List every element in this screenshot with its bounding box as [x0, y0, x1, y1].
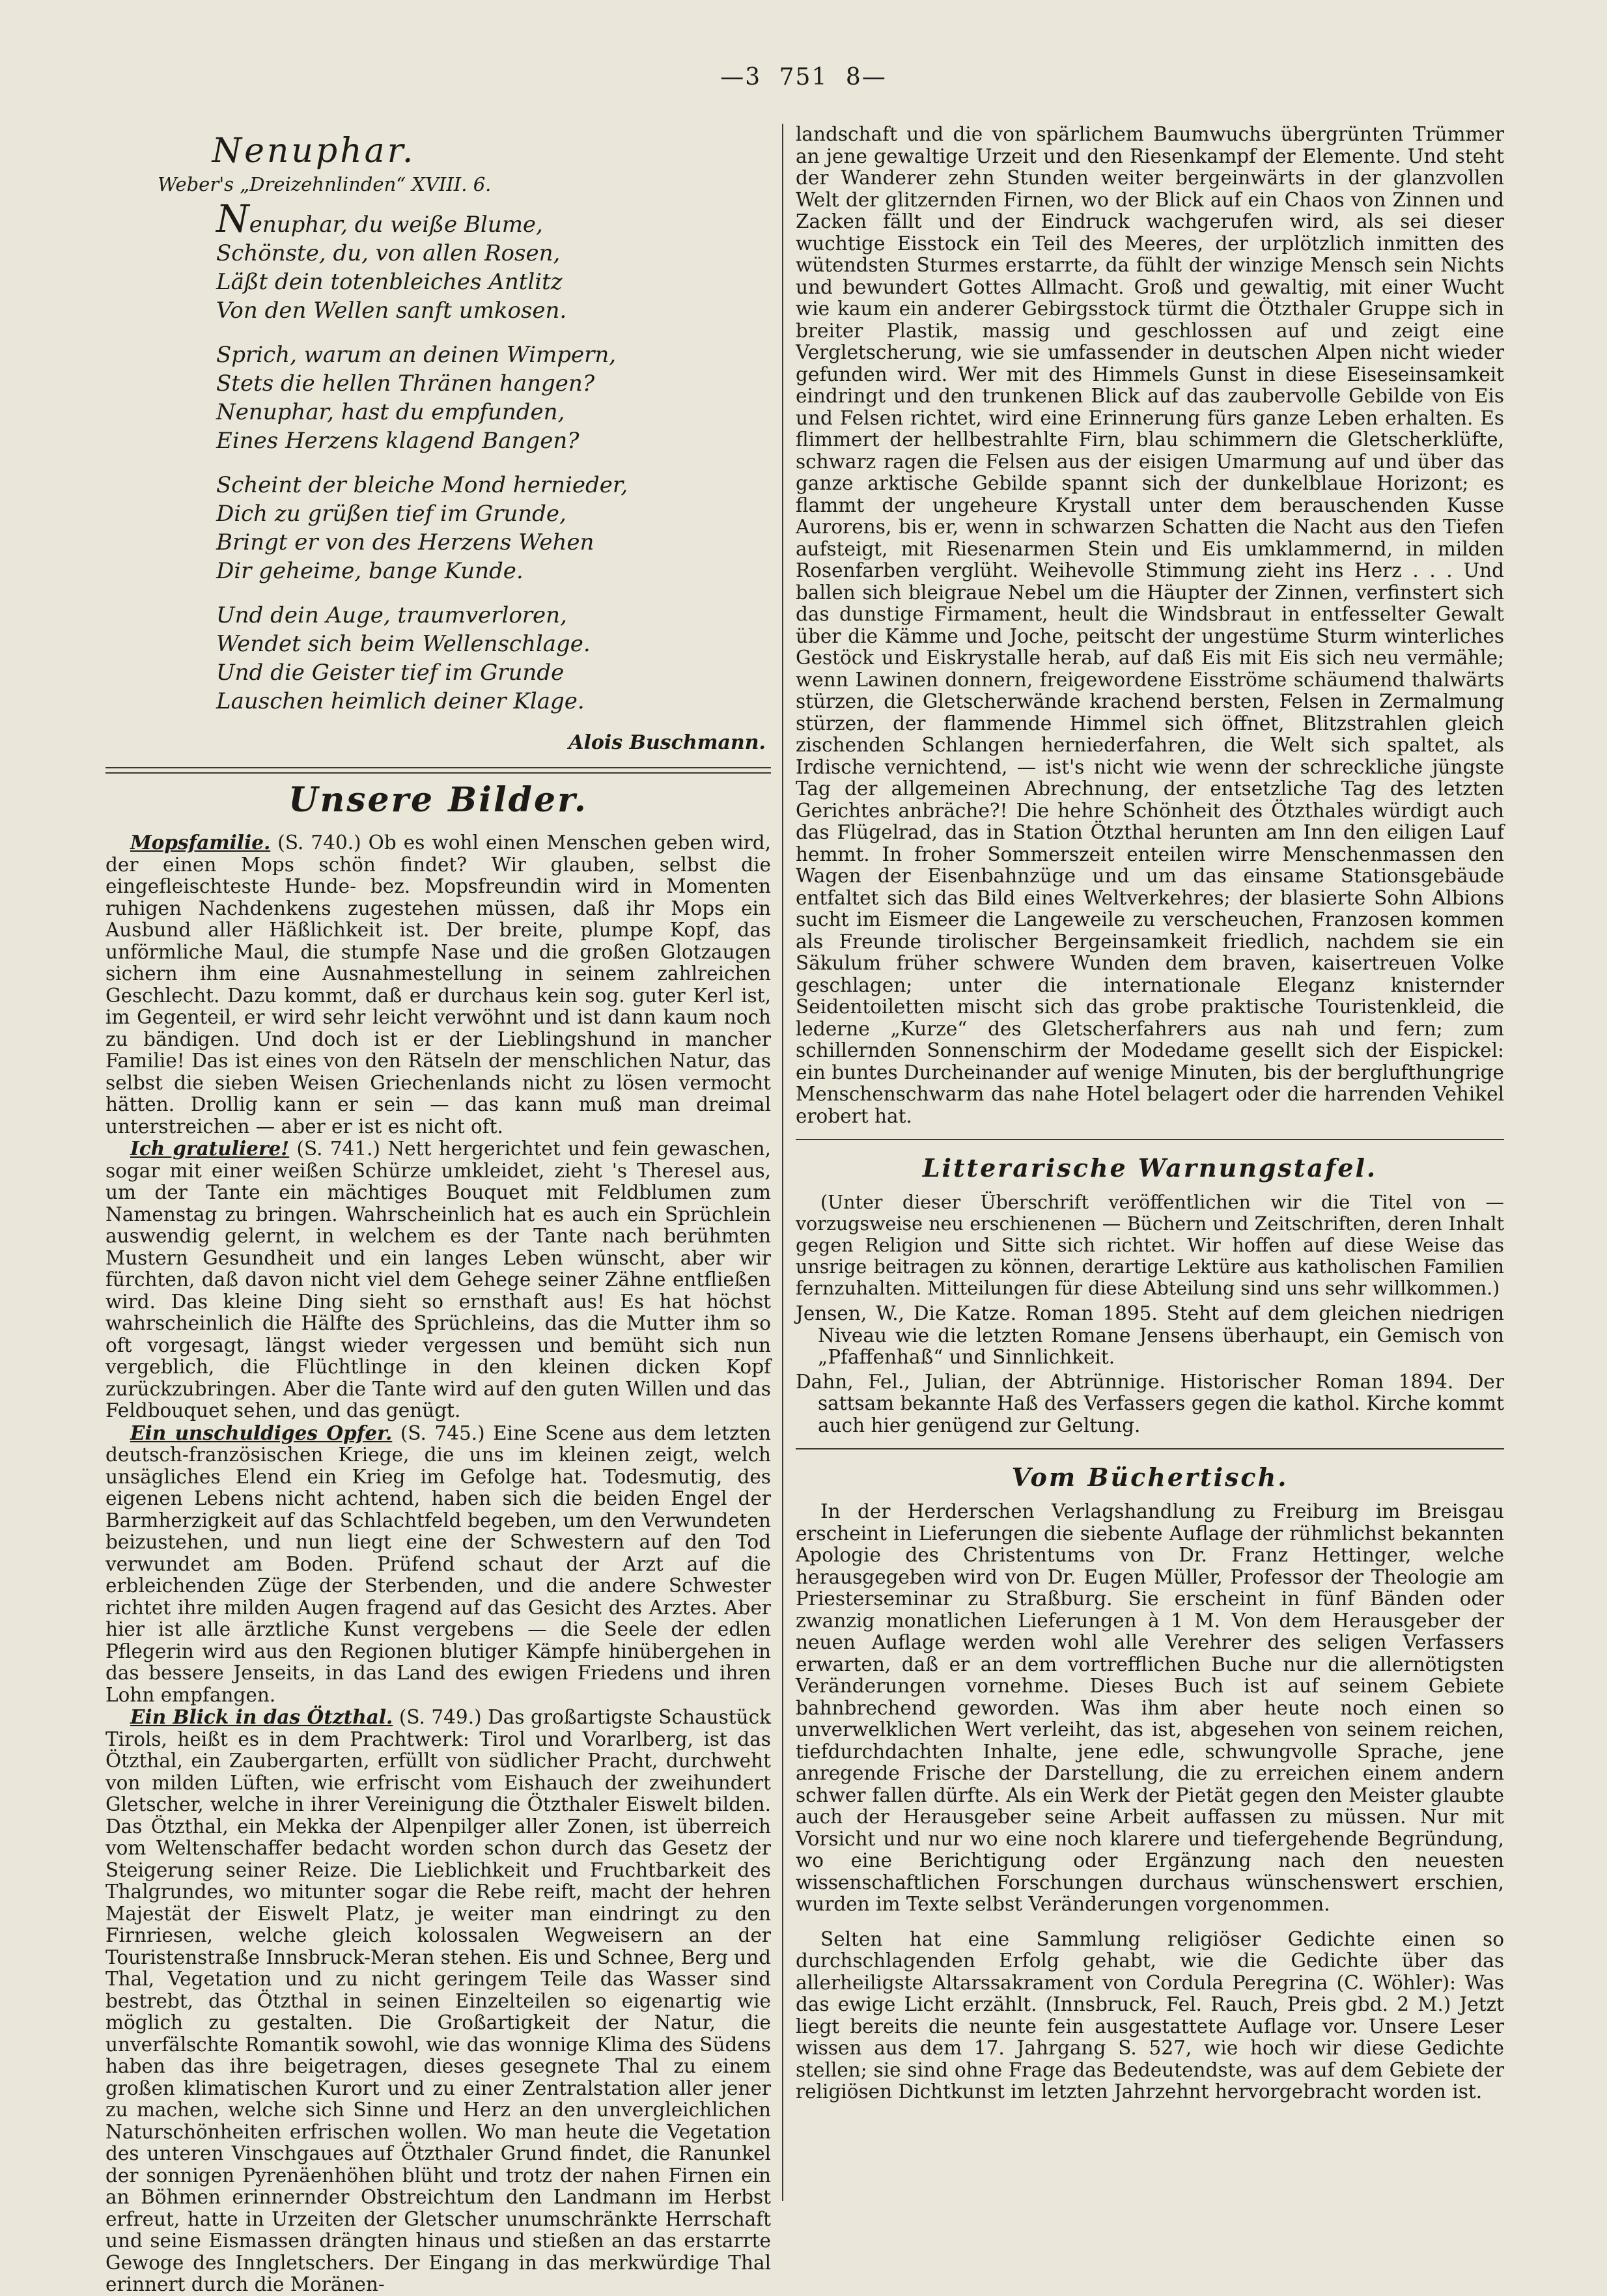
article-ich-gratuliere [105, 1138, 771, 1422]
warnungstafel-entry: Dahn, Fel., Julian, der Abtrünnige. Historischer Roman 1894. Der sattsam bekannte Haß des Verfassers gegen die kathol. Kirche kommt auch hier genügend zur Geltung. [796, 1370, 1504, 1436]
page-number [0, 64, 1607, 91]
poem-verse: Dich zu grüßen tief im Grunde, [216, 501, 566, 527]
poem-verse: Schönste, du, von allen Rosen, [216, 240, 561, 266]
poem-verse: Läßt dein totenbleiches Antlitz [216, 269, 563, 295]
section-title-unsere-bilder: Unsere Bilder. [288, 780, 588, 820]
poem-epigraph: Weber's „Dreizehnlinden“ XVIII. 6. [158, 173, 492, 195]
article-text: (S. 749.) Das großartigste Schaustück Tirols, heißt es in dem Prachtwerk: Tirol und Vorarlberg, ist das Ötzthal, ein Zaubergarten, erfüllt von südlicher Pracht, durchweht von milden Lüften, wie erfrischt vom Eishauch der zweihundert Gletscher, welche in ihrer Vereinigung die Ötzthaler Eiswelt bilden. Das Ötzthal, ein Mekka der Alpenpilger aller Zonen, ist überreich vom Weltenschaffer bedacht worden schon durch das Gesetz der Steigerung seiner Reize. Die Lieblichkeit und Fruchtbarkeit des Thalgrundes, wo mitunter sogar die Rebe reift, macht der hehren Majestät der Eiswelt Platz, je weiter man eindringt zu den Firnriesen, welche gleich kolossalen Wegweisern an der Touristenstraße Innsbruck-Meran stehen. Eis und Schnee, Berg und Thal, Vegetation und zu nicht geringem Teile das Wasser sind bestrebt, das Ötzthal in seinen Einzelteilen so eigenartig wie möglich zu gestalten. Die Großartigkeit der Natur, die unverfälschte Romantik sowohl, wie das wonnige Klima des Südens haben das ihre beigetragen, dieses gesegnete Thal zu einem großen klimatischen Kurort und zu einer Zentralstation aller jener zu machen, welche sich Sinne und Herz an den unvergleichlichen Naturschönheiten erfrischen wollen. Wo man heute die Vegetation des unteren Vinschgaues auf Ötzthaler Grund findet, die Ranunkel der sonnigen Pyrenäenhöhen blüht und trotz der nahen Firnen ein an Böhmen erinnernder Obstreichtum den Landmann im Herbst erfreut, hatte in Urzeiten der Gletscher unumschränkte Herrschaft und seine Eismassen drängten hinaus und stießen an das erstarrte Gewoge des Inngletschers. Der Eingang in das merkwürdige Thal erinnert durch die Moränen- [105, 1706, 771, 2295]
buechertisch-paragraph: In der Herderschen Verlagshandlung zu Freiburg im Breisgau erscheint in Lieferungen die siebente Auflage der rühmlichst bekannten Apologie des Christentums von Dr. Franz Hettinger, welche herausgegeben wird von Dr. Eugen Müller, Professor der Theologie am Priesterseminar zu Straßburg. Sie erscheint in fünf Bänden oder zwanzig monatlichen Lieferungen à 1 M. Von dem Herausgeber der neuen Auflage werden wohl alle Verehrer des seligen Verfassers erwarten, daß er an dem vortrefflichen Buche nur die allernötigsten Veränderungen vornehme. Dieses Buch ist auf seinem Gebiete bahnbrechend geworden. Was ihm aber heute noch einen so unverwelklichen Wert verleiht, das ist, abgesehen von seinem reichen, tiefdurchdachten Inhalte, jene edle, schwungvolle Sprache, jene anregende Frische der Darstellung, die zu erreichen einem andern schwer fallen dürfte. Als ein Werk der Pietät gegen den Meister glaubte auch der Herausgeber seine Arbeit auffassen zu müssen. Nur mit Vorsicht und nur wo eine noch klarere und tiefergehende Begründung, wo eine Berichtigung oder Ergänzung nach den neuesten wissenschaftlichen Forschungen durchaus wünschenswert erschien, wurden im Texte selbst Veränderungen vorgenommen. [796, 1500, 1504, 1915]
warnungstafel-intro: (Unter dieser Überschrift veröffentlichen wir die Titel von — vorzugsweise neu erschienenen — Büchern und Zeitschriften, deren Inhalt gegen Religion und Sitte sich richtet. Wir hoffen auf diese Weise das unsrige beitragen zu können, derartige Lektüre aus katholischen Familien fernzuhalten. Mitteilungen für diese Abteilung sind uns sehr willkommen.) [796, 1192, 1504, 1299]
article-oetzthal-continuation: landschaft und die von spärlichem Baumwuchs übergrünten Trümmer an jene gewaltige Urzeit und den Riesenkampf der Elemente. Und steht der Wanderer zehn Stunden weiter bergeinwärts in der glanzvollen Welt der glitzernden Firnen, wo der Blick auf ein Chaos von Zinnen und Zacken fällt und der Eindruck wachgerufen wird, als sei dieser wuchtige Eisstock ein Teil des Meeres, der urplötzlich inmitten des wütendsten Sturmes erstarrte, da fühlt der winzige Mensch sein Nichts und bewundert Gottes Allmacht. Groß und gewaltig, mit einer Wucht wie kaum ein anderer Gebirgsstock türmt die Ötzthaler Gruppe sich in breiter Plastik, massig und geschlossen auf und zeigt eine Vergletscherung, wie sie umfassender in deutschen Alpen nicht wieder gefunden wird. Wer mit des Himmels Gunst in diese Eiseseinsamkeit eindringt und den trunkenen Blick auf das zaubervolle Gebilde von Eis und Felsen richtet, wird eine Erinnerung fürs ganze Leben erhalten. Es flimmert der hellbestrahlte Firn, blau schimmern die Gletscherklüfte, schwarz ragen die Felsen aus der eisigen Umarmung auf und über das ganze arktische Gebilde spannt sich der dunkelblaue Horizont; es flammt der ungeheure Krystall unter dem berauschenden Kusse Aurorens, bis er, wenn in schwarzen Schatten die Nacht aus den Tiefen aufsteigt, mit Riesenarmen Stein und Eis umklammernd, in milden Rosenfarben verglüht. Weihevolle Stimmung zieht ins Herz . . . Und ballen sich bleigraue Nebel um die Häupter der Zinnen, verfinstert sich das dunstige Firmament, heult die Windsbraut in entfesselter Gewalt über die Kämme und Joche, peitscht der ungestüme Sturm winterliches Gestöck und Eiskrystalle herab, auf daß Eis mit Eis sich neu vermähle; wenn Lawinen donnern, freigewordene Eisströme schäumend thalwärts stürzen, die Gletscherwände krachend bersten, Felsen in Zermalmung stürzen, der flammende Himmel sich öffnet, Blitzstrahlen gleich zischenden Schlangen herniederfahren, die Welt sich spaltet, als Irdische vernichtend, — ist's nicht wie wenn der schreckliche jüngste Tag der allgemeinen Abrechnung, der entsetzliche Tag des letzten Gerichtes anbräche?! Die hehre Schönheit des Ötzthales würdigt auch das Flügelrad, das in Station Ötzthal herunten am Inn den eiligen Lauf hemmt. In froher Sommerszeit enteilen wirre Menschenmassen den Wagen der Eisenbahnzüge und um das einsame Stationsgebäude entfaltet sich das Bild eines Weltverkehres; der blasierte Sohn Albions sucht im Eismeer die Langeweile zu verscheuchen, Franzosen kommen als Freunde tirolischer Bergeinsamkeit friedlich, nachdem sie ein Säkulum früher schwere Wunden dem braven, kaisertreuen Volke geschlagen; unter die internationale Eleganz knisternder Seidentoiletten mischt sich das grobe praktische Touristenkleid, die lederne „Kurze“ des Gletscherfahrers aus nah und fern; zum schillernden Sonnenschirm der Modedame gesellt sich der Eispickel: ein buntes Durcheinander auf wenige Minuten, bis der berglufthungrige Menschenschwarm das nahe Hotel belagert oder die harrenden Vehikel erobert hat. [796, 123, 1504, 1127]
article-oetzthal [105, 1706, 771, 2296]
article-lead: Ich gratuliere! [130, 1137, 290, 1160]
poem-stanza [216, 471, 771, 585]
article-text: (S. 741.) Nett hergerichtet und fein gewaschen, sogar mit einer weißen Schürze umkleidet, zieht 's Theresel aus, um der Tante ein mächtiges Bouquet mit Feldblumen zum Namenstag zu bringen. Wahrscheinlich hat es auch ein Sprüchlein auswendig gelernt, in welchem es der Tante nach berühmten Mustern Gesundheit und ein langes Leben wünscht, aber wir fürchten, daß davon nicht viel dem Gehege seiner Zähne entfließen wird. Das kleine Ding sieht so ernsthaft aus! Es hat höchst wahrscheinlich die Hälfte des Sprüchleins, das die Mutter ihm so oft vorgesagt, längst wieder vergessen und bemüht sich nun vergeblich, die Flüchtlinge in den kleinen dicken Kopf zurückzubringen. Aber die Tante wird auf den guten Willen und das Feldbouquet sehen, und das genügt. [105, 1138, 771, 1421]
poem-verse: Stets die hellen Thränen hangen? [216, 371, 595, 397]
poem-verse: Nenuphar, du weiße Blume, [216, 197, 543, 241]
poem-verse: Lauschen heimlich deiner Klage. [216, 688, 585, 714]
left-column [105, 124, 771, 2296]
poem-verse: Und die Geister tief im Grunde [216, 660, 565, 686]
right-column [796, 124, 1504, 2103]
column-divider [782, 124, 783, 2201]
article-text: (S. 740.) Ob es wohl einen Menschen geben wird, der einen Mops schön findet? Wir glauben, selbst die eingefleischteste Hunde- bez. Mopsfreundin wird in Momenten ruhigen Nachdenkens zugestehen müssen, daß ihr Mops ein Ausbund aller Häßlichkeit ist. Der breite, plumpe Kopf, das unförmliche Maul, die stumpfe Nase und die großen Glotzaugen sichern ihm eine Ausnahmestellung in seinem zahlreichen Geschlecht. Dazu kommt, daß er durchaus kein sog. guter Kerl ist, im Gegenteil, er wird sehr leicht verwöhnt und ist dann kaum noch zu bändigen. Und doch ist er der Lieblingshund in mancher Familie! Das ist eines von den Rätseln der menschlichen Natur, das selbst die sieben Weisen Griechenlands nicht zu lösen vermocht hätten. Drollig kann er sein — das kann muß man dreimal unterstreichen — aber er ist es nicht oft. [105, 832, 771, 1138]
section-divider [796, 1448, 1504, 1449]
section-title-buechertisch: Vom Büchertisch. [1011, 1463, 1289, 1492]
poem-author: Alois Buschmann. [568, 731, 766, 754]
section-divider [796, 1139, 1504, 1140]
section-divider [105, 772, 771, 774]
page-number-ornament-right: 8— [845, 64, 887, 91]
article-text: (S. 745.) Eine Scene aus dem letzten deutsch-französischen Kriege, die uns im kleinen zeigt, welch unsägliches Elend ein Krieg im Gefolge hat. Todesmutig, des eigenen Lebens nicht achtend, haben sich die beiden Engel der Barmherzigkeit auf das Schlachtfeld begeben, um den Verwundeten beizustehen, und nun liegt eine der Schwestern auf den Tod verwundet am Boden. Prüfend schaut der Arzt auf die erbleichenden Züge der Sterbenden, und die andere Schwester richtet ihre milden Augen fragend auf das Gesicht des Arztes. Aber hier ist alle ärztliche Kunst vergebens — die Seele der edlen Pflegerin wird aus den Regionen blutiger Kämpfe hinübergehen in das bessere Jenseits, in das Land des ewigen Friedens und ihren Lohn empfangen. [105, 1421, 771, 1706]
article-lead: Mopsfamilie. [130, 831, 271, 854]
poem-verse: Von den Wellen sanft umkosen. [216, 298, 567, 324]
article-mopsfamilie [105, 832, 771, 1138]
poem-stanza [216, 341, 771, 455]
section-title-warnungstafel: Litterarische Warnungstafel. [922, 1153, 1378, 1183]
poem-stanza [216, 197, 771, 325]
buechertisch-paragraph: Selten hat eine Sammlung religiöser Gedichte einen so durchschlagenden Erfolg gehabt, wie die Gedichte über das allerheiligste Altarssakrament von Cordula Peregrina (C. Wöhler): Was das ewige Licht erzählt. (Innsbruck, Fel. Rauch, Preis gbd. 2 M.) Jetzt liegt bereits die neunte fein ausgestattete Auflage vor. Unsere Leser wissen aus dem 17. Jahrgang S. 527, wie hoch wir diese Gedichte stellen; sie sind ohne Frage das Bedeutendste, was auf dem Gebiete der religiösen Dichtkunst im letzten Jahrzehnt hervorgebracht worden ist. [796, 1927, 1504, 2103]
page-number-value: 751 [779, 64, 828, 91]
poem-verse: Wendet sich beim Wellenschlage. [216, 631, 591, 657]
poem-verse: Dir geheime, bange Kunde. [216, 558, 524, 584]
poem-title: Nenuphar. [212, 132, 416, 171]
poem-verse: Eines Herzens klagend Bangen? [216, 428, 580, 454]
article-lead: Ein Blick in das Ötzthal. [130, 1705, 393, 1728]
warnungstafel-entry: Jensen, W., Die Katze. Roman 1895. Steht auf dem gleichen niedrigen Niveau wie die letzten Romane Jensens überhaupt, ein Gemisch von „Pfaffenhaß“ und Sinnlichkeit. [796, 1302, 1504, 1368]
poem-verse: Bringt er von des Herzens Wehen [216, 529, 594, 555]
article-lead: Ein unschuldiges Opfer. [130, 1421, 393, 1444]
poem-verse: Nenuphar, hast du empfunden, [216, 399, 565, 425]
article-unschuldiges-opfer [105, 1422, 771, 1707]
page-number-ornament-left: —3 [720, 64, 762, 91]
poem-verse: Scheint der bleiche Mond hernieder, [216, 472, 628, 498]
section-divider [105, 767, 771, 768]
poem-verse: Sprich, warum an deinen Wimpern, [216, 342, 617, 368]
poem-stanza [216, 601, 771, 716]
poem-verse: Und dein Auge, traumverloren, [216, 602, 567, 628]
